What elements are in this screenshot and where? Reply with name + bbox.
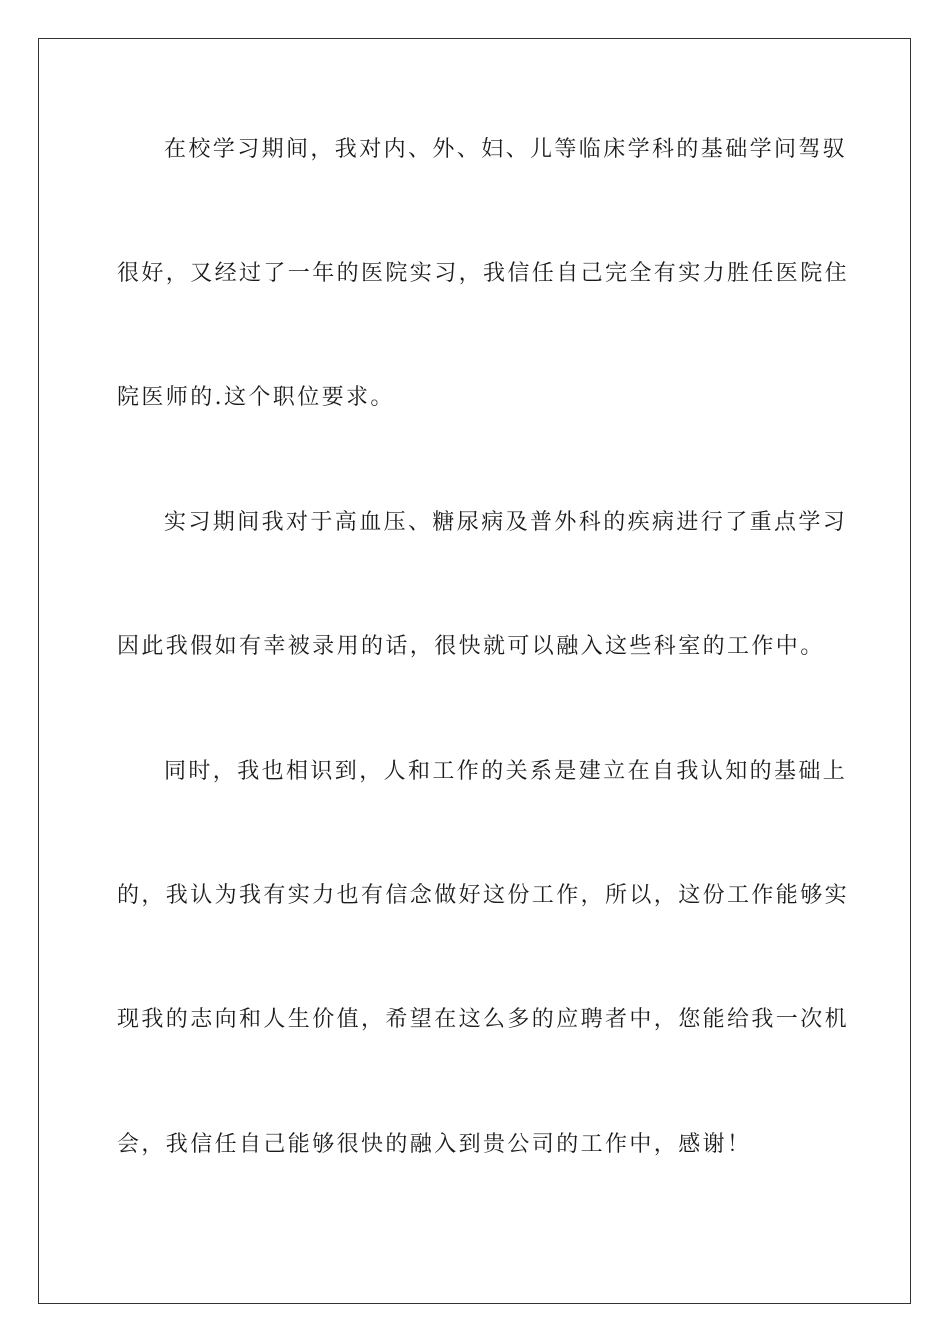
text-line: 会，我信任自己能够很快的融入到贵公司的工作中，感谢！ [117,1132,752,1157]
text-line: 的，我认为我有实力也有信念做好这份工作，所以，这份工作能够实 [117,883,850,908]
page-border [38,38,911,1304]
text-line: 院医师的.这个职位要求。 [117,385,395,410]
text-line: 因此我假如有幸被录用的话，很快就可以融入这些科室的工作中。 [117,634,825,659]
text-line: 实习期间我对于高血压、糖尿病及普外科的疾病进行了重点学习 [164,510,848,535]
text-line: 在校学习期间，我对内、外、妇、儿等临床学科的基础学问驾驭 [164,137,848,162]
text-line: 现我的志向和人生价值，希望在这么多的应聘者中，您能给我一次机 [117,1007,850,1032]
text-line: 很好，又经过了一年的医院实习，我信任自己完全有实力胜任医院住 [117,261,850,286]
text-line: 同时，我也相识到，人和工作的关系是建立在自我认知的基础上 [164,759,848,784]
